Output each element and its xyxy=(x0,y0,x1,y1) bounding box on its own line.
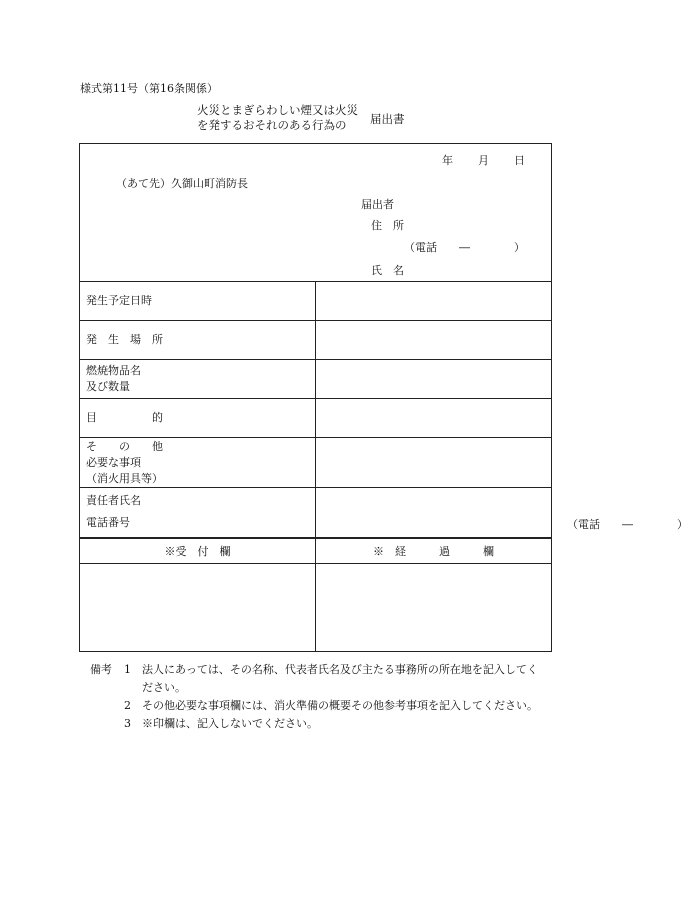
row-label-responsible-line1: 責任者氏名 xyxy=(86,494,141,508)
field-responsible[interactable] xyxy=(316,488,688,538)
row-label-materials xyxy=(80,360,316,399)
note-text: ※印欄は、記入しないでください。 xyxy=(142,717,318,730)
row-label-materials-line2: 及び数量 xyxy=(86,380,130,393)
form-title xyxy=(197,103,358,133)
note-item xyxy=(90,661,542,697)
field-datetime[interactable] xyxy=(316,282,552,321)
field-other[interactable] xyxy=(316,438,552,488)
header-cell xyxy=(80,144,552,282)
row-label-responsible-line2: 電話番号 xyxy=(86,516,130,530)
row-label-other-line3: （消火用具等） xyxy=(86,471,163,485)
row-label-materials-line1: 燃焼物品名 xyxy=(86,364,141,377)
progress-header: ※ 経 過 欄 xyxy=(316,538,552,564)
form-number: 様式第11号（第16条関係） xyxy=(80,82,218,95)
note-text: 法人にあっては、その名称、代表者氏名及び主たる事務所の所在地を記入してください。 xyxy=(142,663,538,694)
row-label-datetime: 発生予定日時 xyxy=(80,282,316,321)
notification-form-table xyxy=(79,143,688,652)
field-materials[interactable] xyxy=(316,360,552,399)
notes-heading: 備考 xyxy=(90,663,112,676)
reception-field xyxy=(80,564,316,652)
addressee: （あて先）久御山町消防長 xyxy=(116,177,248,190)
date-month: 月 xyxy=(478,154,489,167)
row-label-other-line1: そ の 他 xyxy=(86,439,163,453)
row-label-other-line2: 必要な事項 xyxy=(86,455,141,469)
address-label: 住 所 xyxy=(371,219,404,232)
progress-field xyxy=(316,564,552,652)
note-number: 2 xyxy=(124,699,131,712)
form-title-suffix: 届出書 xyxy=(370,112,405,126)
note-item xyxy=(90,715,542,733)
note-number: 1 xyxy=(124,663,131,676)
field-location[interactable] xyxy=(316,321,552,360)
notifier-phone: （電話 ― ） xyxy=(404,241,525,254)
row-label-purpose: 目 的 xyxy=(80,399,316,438)
date-year: 年 xyxy=(442,154,453,167)
note-text: その他必要な事項欄には、消火準備の概要その他参考事項を記入してください。 xyxy=(142,699,538,712)
row-label-location: 発 生 場 所 xyxy=(80,321,316,360)
row-label-responsible xyxy=(80,488,316,538)
note-number: 3 xyxy=(124,717,131,730)
note-item xyxy=(90,697,542,715)
field-purpose[interactable] xyxy=(316,399,552,438)
notifier-label: 届出者 xyxy=(361,198,394,211)
reception-header: ※受 付 欄 xyxy=(80,538,316,564)
date-day: 日 xyxy=(514,154,525,167)
form-title-line1: 火災とまぎらわしい煙又は火災 xyxy=(197,103,358,117)
row-label-other xyxy=(80,438,316,488)
responsible-phone: （電話 ― ） xyxy=(567,518,688,531)
form-title-line2: を発するおそれのある行為の xyxy=(197,118,347,132)
name-label: 氏 名 xyxy=(371,264,404,277)
notes-section xyxy=(90,661,542,733)
